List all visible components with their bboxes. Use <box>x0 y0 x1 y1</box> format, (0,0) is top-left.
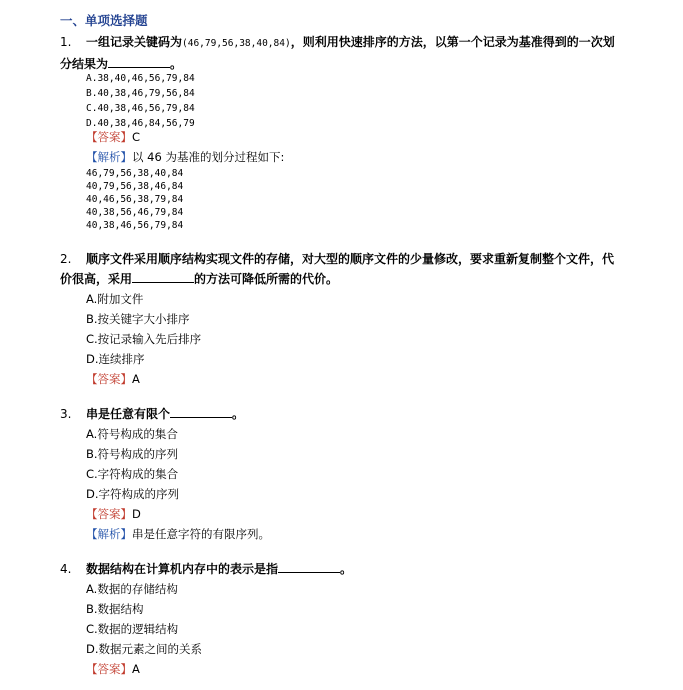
answer-value: A <box>132 662 140 676</box>
answer-value: D <box>132 507 141 521</box>
option-c: C.字符构成的集合 <box>86 467 179 481</box>
partition-step: 40,38,56,46,79,84 <box>86 207 184 218</box>
analysis-text: 串是任意字符的有限序列。 <box>132 527 270 541</box>
answer-blank <box>132 270 194 283</box>
partition-step: 40,79,56,38,46,84 <box>86 181 184 192</box>
question-number: 4. <box>60 562 72 576</box>
question-3-stem: 3. 串是任意有限个 。 <box>60 404 620 424</box>
partition-step: 40,46,56,38,79,84 <box>86 194 184 205</box>
option-c: C.数据的逻辑结构 <box>86 622 179 636</box>
option-c: C.40,38,46,56,79,84 <box>86 103 195 114</box>
option-a: A.38,40,46,56,79,84 <box>86 73 195 84</box>
answer-line <box>86 369 140 389</box>
question-number: 3. <box>60 407 72 421</box>
option-d: D.40,38,46,84,56,79 <box>86 118 195 129</box>
option-d: D.连续排序 <box>86 352 145 366</box>
section-title: 一、单项选择题 <box>60 13 148 28</box>
answer-tag: 【答案】 <box>86 507 132 521</box>
answer-line <box>86 504 141 524</box>
option-b: B.按关键字大小排序 <box>86 312 190 326</box>
partition-step: 46,79,56,38,40,84 <box>86 168 184 179</box>
question-1-stem: 1. 一组记录关键码为(46,79,56,38,40,84)，则利用快速排序的方法，以第一个记录为基准得到的一次划 分结果为 。 <box>60 32 620 74</box>
question-number: 1. <box>60 35 72 49</box>
question-2-stem: 2. 顺序文件采用顺序结构实现文件的存储，对大型的顺序文件的少量修改，要求重新复制整个文件，代 价很高，采用 的方法可降低所需的代价。 <box>60 249 620 289</box>
answer-blank <box>170 405 232 418</box>
answer-line <box>86 127 140 147</box>
option-a: A.符号构成的集合 <box>86 427 178 441</box>
analysis-tag: 【解析】 <box>86 150 132 164</box>
answer-value: A <box>132 372 140 386</box>
answer-tag: 【答案】 <box>86 662 132 676</box>
question-4-stem: 4. 数据结构在计算机内存中的表示是指 。 <box>60 559 620 579</box>
option-a: A.附加文件 <box>86 292 144 306</box>
analysis-line <box>86 147 284 167</box>
analysis-text: 以 46 为基准的划分过程如下: <box>132 150 285 164</box>
question-number: 2. <box>60 252 72 266</box>
option-d: D.数据元素之间的关系 <box>86 642 203 656</box>
option-b: B.数据结构 <box>86 602 144 616</box>
answer-tag: 【答案】 <box>86 372 132 386</box>
answer-tag: 【答案】 <box>86 130 132 144</box>
option-c: C.按记录输入先后排序 <box>86 332 202 346</box>
key-list: (46,79,56,38,40,84) <box>182 38 291 49</box>
answer-value: C <box>132 130 141 144</box>
answer-line <box>86 659 140 679</box>
partition-step: 40,38,46,56,79,84 <box>86 220 184 231</box>
answer-blank <box>108 55 170 68</box>
option-b: B.符号构成的序列 <box>86 447 179 461</box>
answer-blank <box>278 560 340 573</box>
analysis-line <box>86 524 270 544</box>
option-b: B.40,38,46,79,56,84 <box>86 88 195 99</box>
analysis-tag: 【解析】 <box>86 527 132 541</box>
option-a: A.数据的存储结构 <box>86 582 178 596</box>
option-d: D.字符构成的序列 <box>86 487 180 501</box>
